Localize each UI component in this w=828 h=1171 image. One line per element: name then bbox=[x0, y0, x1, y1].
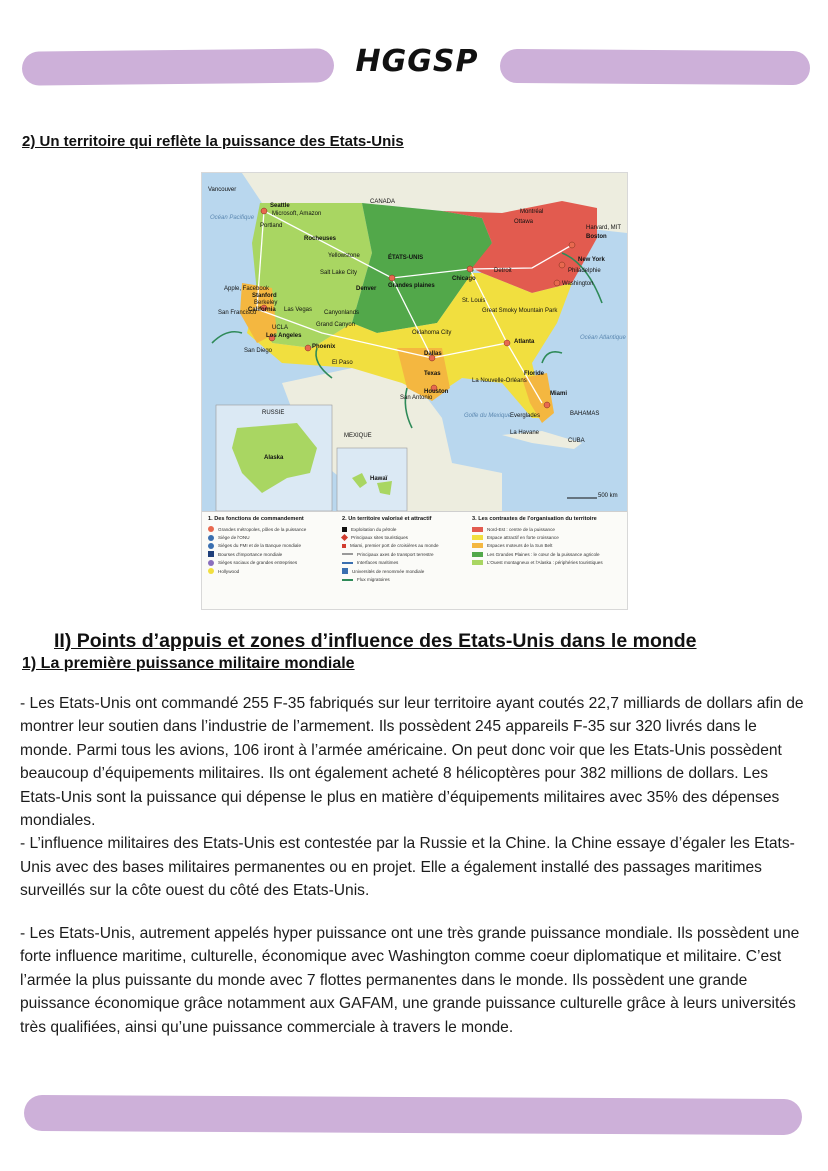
map-label: Vancouver bbox=[208, 187, 237, 193]
map-label: Alaska bbox=[264, 455, 284, 461]
body-text-block bbox=[20, 922, 810, 1039]
usa-power-map bbox=[201, 172, 628, 610]
part-heading: II) Points d’appuis et zones d’influence des Etats-Unis dans le monde bbox=[54, 630, 697, 652]
map-label: Las Vegas bbox=[284, 307, 313, 313]
map-label: San Francisco bbox=[218, 310, 257, 316]
map-label: Grandes plaines bbox=[388, 283, 435, 289]
map-label: Chicago bbox=[452, 276, 476, 282]
legend-item: Miami, premier port de croisières au monde bbox=[342, 542, 472, 550]
legend-item: Sièges sociaux de grandes entreprises bbox=[208, 559, 338, 567]
map-label: Dallas bbox=[424, 351, 442, 357]
legend-item: Sièges du FMI et de la Banque mondiale bbox=[208, 542, 338, 550]
legend-item: Espace attractif en forte croissance bbox=[472, 533, 622, 541]
legend-title: 1. Des fonctions de commandement bbox=[208, 516, 304, 522]
map-label: Floride bbox=[524, 371, 545, 377]
map-label: UCLA bbox=[272, 325, 289, 331]
map-label: La Havane bbox=[510, 430, 540, 436]
legend-item: Les Grandes Plaines : le cœur de la puissance agricole bbox=[472, 550, 622, 558]
map-label: Océan Atlantique bbox=[580, 335, 626, 341]
map-label: San Diego bbox=[244, 348, 273, 354]
legend-column-3 bbox=[472, 516, 622, 567]
legend-item: Siège de l'ONU bbox=[208, 533, 338, 541]
map-label: Seattle bbox=[270, 203, 290, 209]
map-label: Salt Lake City bbox=[320, 270, 358, 276]
map-label: Montréal bbox=[520, 209, 544, 215]
map-label: 500 km bbox=[598, 493, 618, 499]
body-text-block bbox=[20, 692, 810, 903]
map-label: La Nouvelle-Orléans bbox=[472, 378, 527, 384]
map-label: Detroit bbox=[494, 268, 512, 274]
document-title: HGGSP bbox=[355, 44, 479, 79]
legend-column-2 bbox=[342, 516, 472, 584]
legend-item: Principaux axes de transport terrestre bbox=[342, 550, 472, 558]
legend-item: Flux migratoires bbox=[342, 575, 472, 583]
sub-heading: 1) La première puissance militaire mondiale bbox=[22, 655, 355, 672]
map-label: Rocheuses bbox=[304, 236, 337, 242]
map-label: Denver bbox=[356, 286, 377, 292]
map-label: Phoenix bbox=[312, 344, 336, 350]
legend-item: Interfaces maritimes bbox=[342, 559, 472, 567]
legend-item: Exploitation du pétrole bbox=[342, 525, 472, 533]
map-label: ÉTATS-UNIS bbox=[388, 255, 424, 261]
map-label: Apple, Facebook bbox=[224, 286, 270, 292]
map-legend bbox=[202, 511, 627, 609]
highlight-stroke-left bbox=[22, 48, 334, 85]
legend-item: Bourses d'importance mondiale bbox=[208, 550, 338, 558]
map-label: RUSSIE bbox=[262, 410, 285, 416]
paragraph: - L’influence militaires des Etats-Unis est contestée par la Russie et la Chine. la Chine essaye d’égaler les Etats-Unis avec des bases militaires permanentes ou en projet. Elle a également installé des passages maritimes surveillés sur la côte ouest du côté des Etats-Unis. bbox=[20, 835, 795, 900]
map-label: Texas bbox=[424, 371, 441, 377]
map-label: MEXIQUE bbox=[344, 433, 372, 439]
map-label: New York bbox=[578, 257, 605, 263]
paragraph: - Les Etats-Unis, autrement appelés hyper puissance ont une très grande puissance mondiale. Ils possèdent une forte influence maritime, culturelle, économique avec Washington comme coeur diplomatique et militaire. C’est l’armée la plus puissante du monde avec 7 flottes permanentes dans le monde. Ils possèdent une grande puissance économique grâce notamment aux GAFAM, une grande puissance culturelle grâce à leurs universités très qualifiées, ainsi qu’une puissance commerciale à travers le monde. bbox=[20, 925, 800, 1036]
map-label: Grand Canyon bbox=[316, 322, 356, 328]
highlight-stroke-right bbox=[500, 49, 810, 85]
map-label: San Antonio bbox=[400, 395, 433, 401]
map-label: CUBA bbox=[568, 438, 585, 444]
map-label: Great Smoky Mountain Park bbox=[482, 308, 558, 314]
map-label: Microsoft, Amazon bbox=[272, 211, 322, 217]
map-label: Houston bbox=[424, 389, 449, 395]
map-label: Yellowstone bbox=[328, 253, 360, 259]
map-label: BAHAMAS bbox=[570, 411, 600, 417]
map-label: Washington bbox=[562, 281, 594, 287]
legend-column-1 bbox=[208, 516, 338, 575]
paragraph: - Les Etats-Unis ont commandé 255 F-35 fabriqués sur leur territoire ayant coutés 22,7 milliards de dollars afin de montrer leur soutien dans l’industrie de l’armement. Ils possèdent 245 appareils F-35 sur 320 livrés dans le monde. Parmi tous les avions, 106 iront à l’armée américaine. On peut donc voir que les Etats-Unis possèdent beaucoup d’équipements militaires. Ils ont également acheté 8 hélicoptères pour 382 millions de dollars. Les Etats-Unis sont la puissance qui dépense le plus en matière d’équipements militaires avec 35% des dépenses mondiales. bbox=[20, 695, 804, 830]
map-label: Boston bbox=[586, 234, 607, 240]
legend-item: Universités de renommée mondiale bbox=[342, 567, 472, 575]
map-label: Everglades bbox=[510, 413, 541, 419]
map-label: El Paso bbox=[332, 360, 353, 366]
legend-item: L'Ouest montagneux et l'Alaska : périphéries touristiques bbox=[472, 559, 622, 567]
legend-title: 3. Les contrastes de l'organisation du territoire bbox=[472, 516, 597, 522]
legend-item: Nord-Est : centre de la puissance bbox=[472, 525, 622, 533]
highlight-stroke-bottom bbox=[24, 1095, 802, 1135]
map-label: Berkeley bbox=[254, 300, 278, 306]
map-label: St. Louis bbox=[462, 298, 486, 304]
map-label: California bbox=[248, 307, 276, 313]
map-label: Miami bbox=[550, 391, 568, 397]
section-heading: 2) Un territoire qui reflète la puissance des Etats-Unis bbox=[22, 133, 404, 150]
map-label: CANADA bbox=[370, 199, 396, 205]
map-label: Oklahoma City bbox=[412, 330, 452, 336]
map-label: Hawaï bbox=[370, 476, 388, 482]
map-label: Philadelphie bbox=[568, 268, 601, 274]
map-label: Océan Pacifique bbox=[210, 215, 255, 221]
map-label: Ottawa bbox=[514, 219, 534, 225]
map-label: Los Angeles bbox=[266, 333, 302, 339]
map-label: Harvard, MIT bbox=[586, 225, 622, 231]
map-label: Stanford bbox=[252, 293, 277, 299]
map-label: Portland bbox=[260, 223, 283, 229]
map-label: Canyonlands bbox=[324, 310, 360, 316]
legend-title: 2. Un territoire valorisé et attractif bbox=[342, 516, 432, 522]
map-label: Golfe du Mexique bbox=[464, 413, 512, 419]
legend-item: Hollywood bbox=[208, 567, 338, 575]
legend-item: Principaux sites touristiques bbox=[342, 533, 472, 541]
map-label: Atlanta bbox=[514, 339, 535, 345]
legend-item: Grandes métropoles, pôles de la puissance bbox=[208, 525, 338, 533]
legend-item: Espaces moteurs de la Sun Belt bbox=[472, 542, 622, 550]
